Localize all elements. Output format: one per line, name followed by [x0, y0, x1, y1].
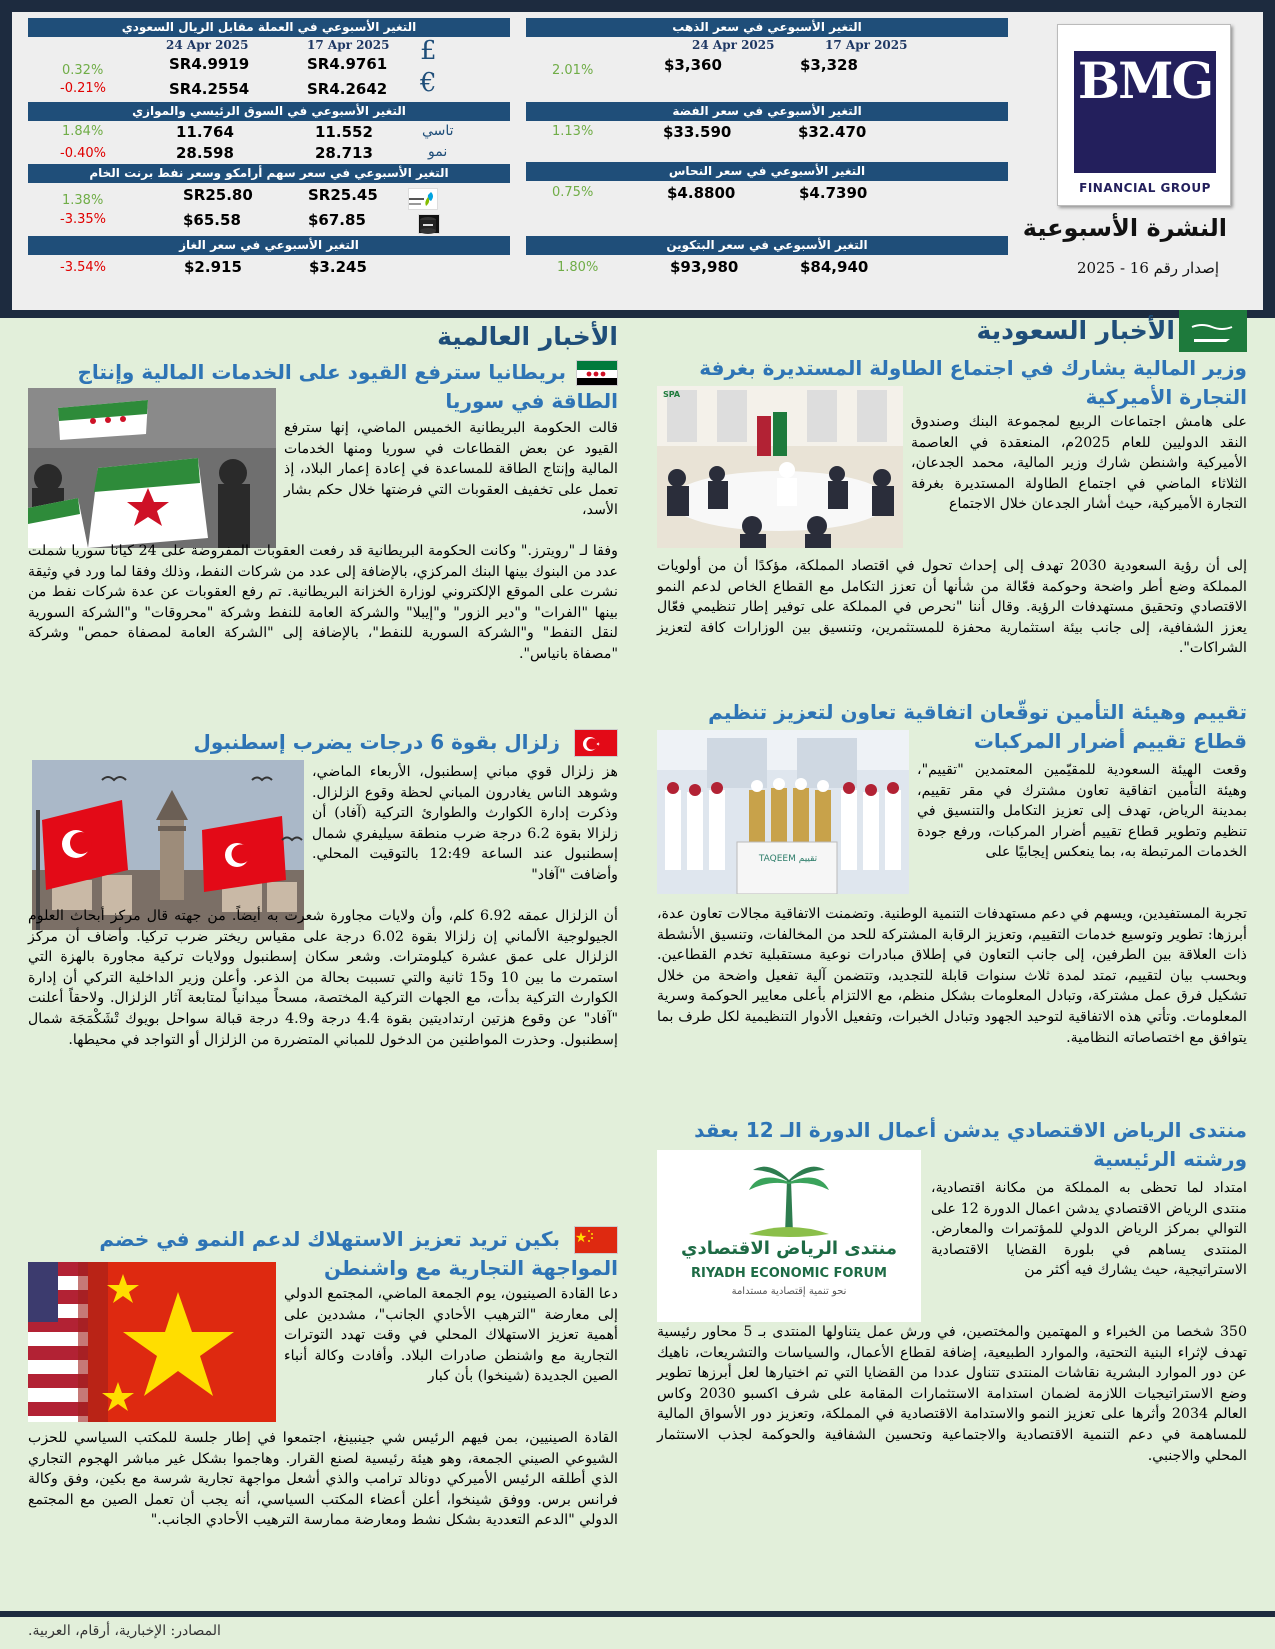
bitcoin-title: التغير الأسبوعي في سعر البتكوين: [526, 236, 1008, 255]
taqeem-sign: تقييم TAQEEM: [758, 854, 818, 864]
content: [0, 318, 1275, 1611]
gold-change: 2.01%: [552, 63, 594, 78]
silver-change: 1.13%: [552, 124, 594, 139]
aramco-change: 1.38%: [62, 193, 104, 208]
tasi-current: 11.764: [176, 123, 234, 141]
currency-date-previous: 17 Apr 2025: [307, 38, 390, 52]
currency-title: التغير الأسبوعي في العملة مقابل الريال السعودي: [28, 18, 510, 37]
gas-change: -3.54%: [60, 260, 106, 275]
bitcoin-change: 1.80%: [557, 260, 599, 275]
aramco-brent-title: التغير الأسبوعي في سعر سهم أرامكو وسعر نفط برنت الخام: [28, 164, 510, 183]
euro-icon: €: [420, 68, 437, 98]
saudi-news-title: الأخبار السعودية: [976, 316, 1175, 345]
saudi-article-3-body-bottom: 350 شخصا من الخبراء و المهتمين والمختصين، في ورش عمل يتناولها المنتدى بـ 5 محاور رئيسية تهدف لإثراء البنية التحتية، والموارد الطبيعية، إضافة لقطاع الأعمال، والسياسات والتشريعات، ناهيك عن دور الموارد البشرية نقاشات المنتدى تتناول عددا من القضايا التي تم اختيارها لعل أبرزها تطوير وضع الاستراتيجيات اللازمة لضمان استدامة الاستثمارات المقامة على شرف اكسبو 2030 وكاس العالم 2034 وأثرها على تعزيز النمو والاستدامة الاقتصادية في المملكة، وتعزيز دور الأسواق المالية للمساهمة في دعم التنمية الاقتصادية والاجتماعية وتحسين الشفافية والحوكمة لجذب الاستثمار المحلي والاجنبي.: [657, 1324, 1247, 1464]
saudi-article-3-body-top: امتداد لما تحظى به المملكة من مكانة اقتصادية، منتدى الرياض الاقتصادي يدشن اعمال الدورة 12 على التوالي بمركز الرياض الدولي للمؤتمرات والمعارض. المنتدى يساهم في بلورة القضايا الاقتصادية الاستراتيجية، حيث يشارك فيه أكثر من: [931, 1180, 1247, 1279]
forum-logo-tagline: نحو تنمية إقتصادية مستدامة: [731, 1286, 847, 1297]
gbp-current: SR4.9919: [169, 55, 250, 73]
silver-previous: $32.470: [798, 123, 867, 141]
aramco-previous: SR25.45: [308, 186, 378, 204]
gold-date-current: 24 Apr 2025: [692, 38, 775, 52]
logo-square: [1074, 33, 1216, 173]
eur-change: -0.21%: [60, 81, 106, 96]
tasi-change: 1.84%: [62, 124, 104, 139]
sources-text: المصادر: الإخبارية، أرقام، العربية.: [28, 1623, 221, 1639]
spa-watermark: SPA: [663, 390, 681, 399]
nomu-change: -0.40%: [60, 146, 106, 161]
indices-title: التغير الأسبوعي في السوق الرئيسي والموازي: [28, 102, 510, 121]
bitcoin-previous: $84,940: [800, 258, 869, 276]
brent-previous: $67.85: [308, 211, 366, 229]
currency-date-current: 24 Apr 2025: [166, 38, 249, 52]
header: [0, 0, 1275, 318]
world-article-1-body-bottom: وفقا لـ "رويترز." وكانت الحكومة البريطانية قد رفعت العقوبات المفروضة على 24 كيانا سوريا شملت عدد من البنوك بينها البنك المركزي، بالإضافة إلى عدد من شركات النفط، وذلك وفقا لما ورد في وثيقة نشرت على الموقع الإلكتروني لوزارة الخزانة البريطانية. تم رفع العقوبات عن عدة شركات نفط من بينها "الفرات" و"دير الزور" و"إيبلا" والشركة العامة للنفط وشركة "محروقات" و"الشركة السورية لنقل النفط" و"الشركة السورية للنفط"، بالإضافة إلى "الشركة العامة لمصفاة حمص" وشركة "مصفاة بانياس".: [28, 543, 618, 662]
copper-previous: $4.7390: [799, 184, 868, 202]
silver-title: التغير الأسبوعي في سعر الفضة: [526, 102, 1008, 121]
aramco-logo-icon: [408, 188, 438, 210]
logo-text: BMG: [1077, 51, 1213, 110]
saudi-article-2-headline: تقييم وهيئة التأمين توقّعان اتفاقية تعاون لتعزيز تنظيم قطاع تقييم أضرار المركبات: [708, 700, 1247, 753]
logo-subtitle: FINANCIAL GROUP: [1079, 181, 1211, 195]
gbp-change: 0.32%: [62, 63, 104, 78]
gas-previous: $3.245: [309, 258, 367, 276]
nomu-current: 28.598: [176, 144, 234, 162]
markets-panel: [12, 12, 1263, 310]
gold-current: $3,360: [664, 56, 722, 74]
copper-change: 0.75%: [552, 185, 594, 200]
world-news-column: [28, 318, 618, 1611]
saudi-article-1-photo: [657, 386, 903, 548]
saudi-article-3-headline: منتدى الرياض الاقتصادي يدشن أعمال الدورة الـ 12 بعقد ورشته الرئيسية: [694, 1118, 1247, 1171]
world-article-3-body-bottom: القادة الصينيين، بمن فيهم الرئيس شي جينبينغ، اجتمعوا في إطار جلسة للمكتب السياسي للحزب الشيوعي الصيني الجمعة، وهو هيئة رئيسية لصنع القرار. وهاجموا بشكل غير مباشر الهجوم التجاري الذي أطلقه الرئيس الأميركي دونالد ترامب والذي أشعل مواجهة تجارية شرسة مع بكين، وفق وكالة فرانس برس. ووفق شينخوا، أعلن أعضاء المكتب السياسي، أنه يجب أن تعمل الصين مع المجتمع الدولي "الدعم التعددية بشكل نشط ومعارضة ممارسة الترهيب الأحادي الجانب.": [28, 1430, 618, 1529]
forum-logo-arabic: منتدى الرياض الاقتصادي: [680, 1238, 898, 1259]
eur-previous: SR4.2642: [307, 80, 388, 98]
tasi-previous: 11.552: [315, 123, 373, 141]
saudi-article-2-photo: [657, 730, 909, 894]
world-article-2-body-bottom: أن الزلزال عمقه 6.92 كلم، وأن ولايات مجاورة شعرت به أيضاً. من جهته قال مركز أبحاث العلوم الجيولوجية الألماني إن زلزالا بقوة 6.02 درجة على مقياس ريختر ضرب تركيا. وأضاف أن مركز الزلزال على عمق عشرة كيلومترات. وشعر سكان إسطنبول وولايات تركية مجاورة بالهزة التي استمرت ما بين 10 و15 ثانية والتي تسببت بحالة من الذعر. وأعلن وزير الداخلية التركي أن إدارة الكوارث التركية بدأت، مع الجهات التركية المختصة، مسحاً ميدانياً لمتابعة آثار الزلزال. ولاحقاً أعلنت "آفاد" عن وقوع هزتين ارتداديتين بقوة 4.4 درجة و4.9 درجة قبالة سواحل بويوك تْشَكْمَجَة شمال إسطنبول. وحذرت المواطنين من الدخول للمباني المتضررة من الزلزال أو التواجد في محيطها.: [28, 908, 618, 1048]
riyadh-forum-logo: [657, 1150, 921, 1322]
saudi-article-1-headline: وزير المالية يشارك في اجتماع الطاولة المستديرة بغرفة التجارة الأميركية: [699, 356, 1247, 409]
bmg-logo: [1057, 24, 1231, 206]
silver-current: $33.590: [663, 123, 732, 141]
gas-title: التغير الأسبوعي في سعر الغاز: [28, 236, 510, 255]
bitcoin-current: $93,980: [670, 258, 739, 276]
copper-title: التغير الأسبوعي في سعر النحاس: [526, 162, 1008, 181]
saudi-article-1-body-top: على هامش اجتماعات الربيع لمجموعة البنك وصندوق النقد الدوليين للعام 2025م، المنعقدة في العاصمة الأميركية واشنطن شارك وزير المالية، محمد الجدعان، الثلاثاء الماضي في اجتماع الطاولة المستديرة بغرفة التجارة الأميركية، حيث أشار الجدعان خلال الاجتماع: [911, 414, 1247, 513]
bulletin-issue: إصدار رقم 16 - 2025: [1076, 259, 1219, 277]
world-news-title: الأخبار العالمية: [437, 322, 618, 351]
gas-current: $2.915: [184, 258, 242, 276]
aramco-current: SR25.80: [183, 186, 253, 204]
bulletin-title: النشرة الأسبوعية: [1022, 214, 1227, 242]
saudi-flag-icon: [1179, 310, 1247, 352]
nomu-previous: 28.713: [315, 144, 373, 162]
world-article-1-photo: [28, 388, 276, 548]
footer: [0, 1611, 1275, 1649]
world-article-3-photo: [28, 1262, 276, 1422]
forum-logo-english: RIYADH ECONOMIC FORUM: [691, 1266, 887, 1281]
world-article-1-body-top: قالت الحكومة البريطانية الخميس الماضي، إنها سترفع القيود عن بعض القطاعات في سوريا ومنها الخدمات المالية وإنتاج الطاقة للمساعدة في إعادة إعمار البلاد، إذ تعمل على تخفيف العقوبات التي فرضتها خلال حكم بشار الأسد،: [284, 420, 618, 519]
saudi-article-2-body-bottom: تجربة المستفيدين، ويسهم في دعم مستهدفات التنمية الوطنية. وتضمنت الاتفاقية مجالات تعاون عدة، أبرزها: تطوير وتوسيع خدمات التقييم، وتعزيز الرقابة المشتركة للحد من المخالفات، وتنسيق الأنشطة ذات العلاقة بين الطرفين، إلى جانب التعاون في إطلاق مبادرات نوعية مستقبلية تخدم القطاعين. وبحسب بيان لتقييم، تمتد لمدة ثلاث سنوات قابلة للتجديد، وتتضمن آلية تفعيل واضحة من خلال تشكيل فرق عمل مشتركة، وتبادل المعلومات بشكل منظم، مع الالتزام بأعلى معايير الحوكمة وسرية المعلومات. وتأتي هذه الاتفاقية لتوحيد الجهود وتبادل الخبرات، وتفعيل الأدوار التنظيمية لكل طرف بما يتوافق مع اختصاصاته النظامية.: [657, 906, 1247, 1046]
saudi-article-2-body-top: وقعت الهيئة السعودية للمقيّمين المعتمدين "تقييم"، وهيئة التأمين اتفاقية تعاون مشترك في مقر تقييم، بمدينة الرياض، تهدف إلى تعزيز التكامل والتنسيق في تنظيم وتطوير قطاع تقييم أضرار المركبات، ورفع جودة الخدمات المرتبطة به، بما ينعكس إيجابيًا على: [917, 762, 1247, 861]
pound-icon: £: [420, 36, 437, 66]
saudi-news-column: [657, 318, 1247, 1611]
gold-date-previous: 17 Apr 2025: [825, 38, 908, 52]
gold-title: التغير الأسبوعي في سعر الذهب: [526, 18, 1008, 37]
world-article-2-body-top: هز زلزال قوي مباني إسطنبول، الأربعاء الماضي، وشوهد الناس يغادرون المباني لحظة وقوع الزلزال. وذكرت إدارة الكوارث والطوارئ التركية (آفاد) أن زلزالا بقوة 6.2 درجة ضرب منطقة سيليفري شمال إسطنبول عند الساعة 12:49 بالتوقيت المحلي. وأضافت "آفاد": [312, 764, 619, 883]
world-article-2-photo: [32, 760, 304, 930]
world-article-3-headline: بكين تريد تعزيز الاستهلاك لدعم النمو في خضم المواجهة التجارية مع واشنطن: [99, 1227, 618, 1280]
saudi-article-1-body-bottom: إلى أن رؤية السعودية 2030 تهدف إلى إحداث تحول في اقتصاد المملكة، مؤكدًا أن من أولويات المملكة وضع أطر واضحة وحوكمة فعّالة من شأنها أن تعزز التكامل مع القطاع الخاص لدعم النمو الاقتصادي وتحقيق مستهدفات الرؤية. وقال أننا "نحرص في المملكة على توفير إطار تنظيمي فعّال يعزز الشفافية، إلى جانب بيئة استثمارية محفزة للمستثمرين، وتنسيق بين الوزارات كافة لتعزيز الشراكات".: [657, 558, 1248, 657]
world-article-3-body-top: دعا القادة الصينيون، يوم الجمعة الماضي، المجتمع الدولي إلى معارضة "الترهيب الأحادي الجانب"، مشددين على أهمية تعزيز الاستهلاك المحلي في وقت تهدد التوترات التجارية مع واشنطن صادرات البلاد. وأفادت وكالة أنباء الصين الجديدة (شينخوا) بأن كبار: [284, 1286, 618, 1385]
brent-current: $65.58: [183, 211, 241, 229]
world-article-2-headline: زلزال بقوة 6 درجات يضرب إسطنبول: [193, 730, 560, 754]
turkey-flag-icon: [574, 729, 618, 757]
eur-current: SR4.2554: [169, 80, 250, 98]
world-article-1-headline: بريطانيا سترفع القيود على الخدمات المالية وإنتاج الطاقة في سوريا: [77, 360, 618, 413]
oil-barrel-icon: [418, 214, 440, 234]
gbp-previous: SR4.9761: [307, 55, 388, 73]
tasi-label: تاسي: [422, 123, 454, 139]
nomu-label: نمو: [428, 144, 448, 160]
brent-change: -3.35%: [60, 212, 106, 227]
gold-previous: $3,328: [800, 56, 858, 74]
copper-current: $4.8800: [667, 184, 736, 202]
